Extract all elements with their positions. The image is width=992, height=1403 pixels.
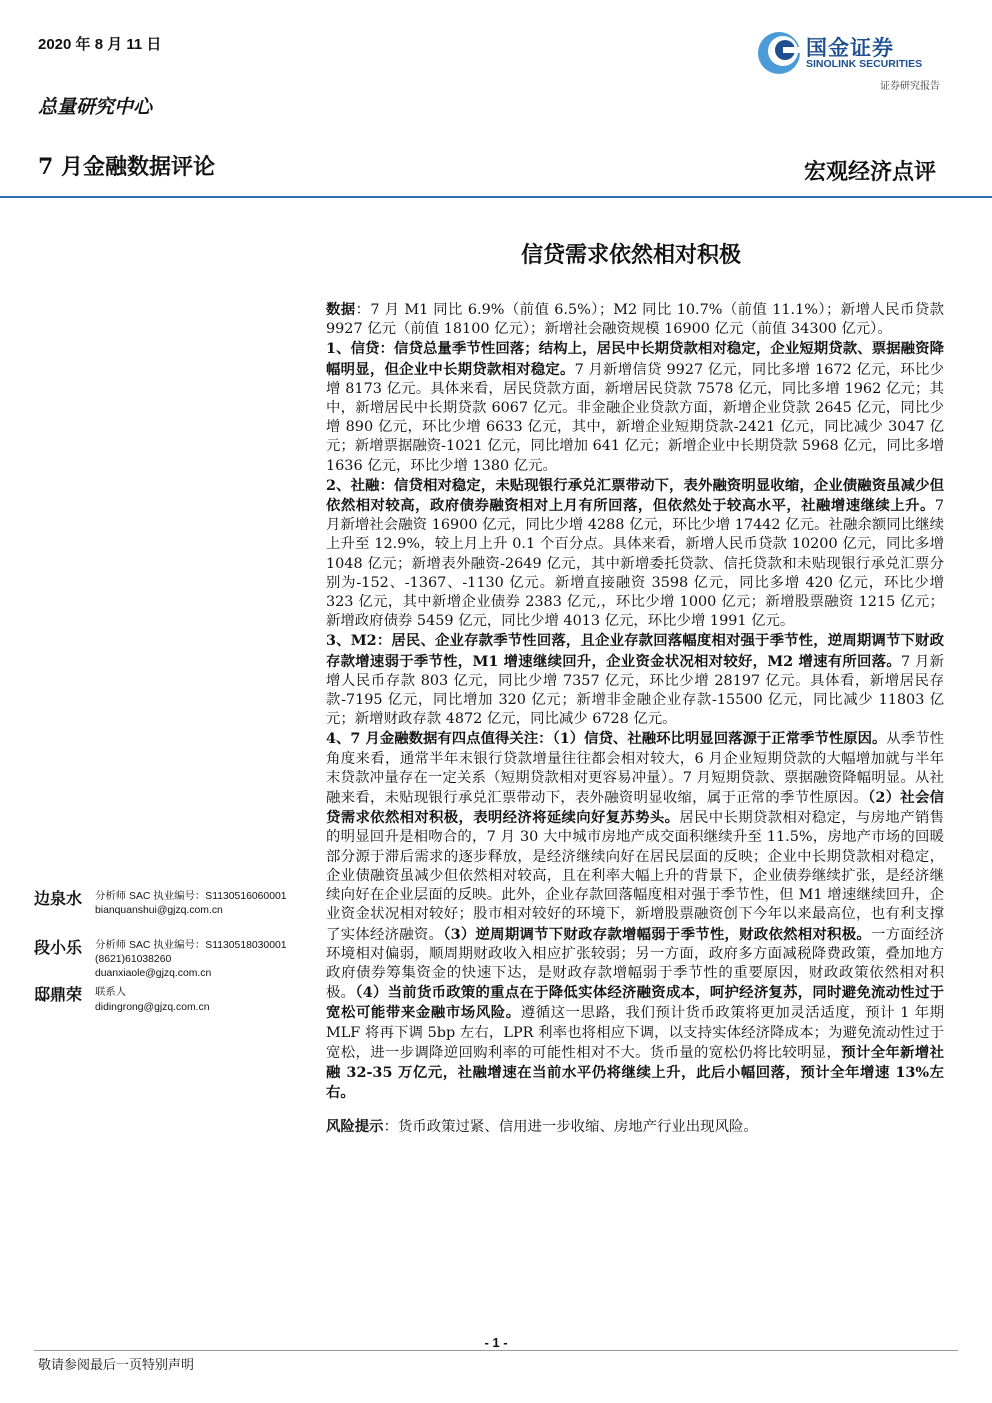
- bold-text-run: 风险提示: [326, 1118, 384, 1136]
- analyst-name: 边泉水: [34, 889, 83, 908]
- text-run: 从季节性角度来看，通常半年末银行贷款增量往往都会相对较大，6 月企业短期贷款的大幅增加就与半年末贷款冲量存在一定关系（短期贷款相对更容易冲量）。7 月短期贷款、票据融资降幅明显。从社融来看，未贴现银行承兑汇票带动下，表外融资明显收缩，属于正常的季节性原因。: [326, 731, 944, 807]
- bold-text-run: 数据: [326, 301, 356, 318]
- body-paragraph: [326, 339, 944, 475]
- text-run: 一方面经济环境相对偏弱，顺周期财政收入相应扩张较弱；另一方面，政府多方面减税降费政策，叠加地方政府债券筹集资金的快速下达，是财政存款增幅弱于季节性的重要原因，财政政策依然相对积极。: [326, 926, 944, 1002]
- analyst-role: 分析师 SAC 执业编号：S1130518030001: [95, 940, 287, 951]
- bold-text-run: 预计全年新增社融 32-35 万亿元，社融增速在当前水平仍将继续上升，此后小幅回落，预计全年增速 13%左右。: [326, 1043, 944, 1102]
- analyst-email: bianquanshui@gjzq.com.cn: [95, 905, 223, 916]
- bold-text-run: （4）当前货币政策的重点在于降低实体经济融资成本，呵护经济复苏，同时避免流动性过于宽松可能带来金融市场风险。: [326, 984, 944, 1022]
- bold-text-run: 3、M2：居民、企业存款季节性回落，且企业存款回落幅度相对强于季节性，逆周期调节下财政存款增速弱于季节性，M1 增速继续回升，企业资金状况相对较好，M2 增速有所回落。: [326, 632, 944, 670]
- analyst-2: [34, 935, 304, 985]
- company-logo: [756, 28, 946, 92]
- header-divider: [0, 196, 992, 198]
- body-paragraph: [326, 300, 944, 339]
- bold-text-run: （2）社会信贷需求依然相对积极，表明经济将延续向好复苏势头。: [326, 789, 944, 827]
- bold-text-run: 4、7 月金融数据有四点值得关注：（1）信贷、社融环比明显回落源于正常季节性原因。: [326, 730, 887, 748]
- page-number: - 1 -: [484, 1335, 508, 1350]
- analyst-name: 段小乐: [34, 938, 83, 957]
- report-body: [326, 300, 944, 1138]
- text-run: ：7 月 M1 同比 6.9%（前值 6.5%）；M2 同比 10.7%（前值 11.1%）；新增人民币贷款 9927 亿元（前值 18100 亿元）；新增社会融资规模 16900 亿元（前值 34300 亿元）。: [326, 302, 944, 338]
- bold-text-run: 1、信贷：信贷总量季节性回落；结构上，居民中长期贷款相对稳定，企业短期贷款、票据融资降幅明显，但企业中长期贷款相对稳定。: [326, 340, 944, 378]
- bold-text-run: （3）逆周期调节下财政存款增幅弱于季节性，财政依然相对积极。: [443, 925, 871, 943]
- sinolink-logo-icon: [756, 30, 802, 76]
- text-run: 7 月新增人民币存款 803 亿元，同比少增 7357 亿元，环比少增 28197 亿元。具体看，新增居民存款-7195 亿元，同比增加 320 亿元；新增非金融企业存款-15500 亿元，同比减少 11803 亿元；新增财政存款 4872 亿元，同比减少 6728 亿元。: [326, 653, 944, 728]
- analyst-name: 邸鼎荣: [34, 985, 83, 1004]
- body-paragraph: [326, 631, 944, 729]
- text-run: 7 月新增社会融资 16900 亿元，同比少增 4288 亿元，环比少增 17442 亿元。社融余额同比继续上升至 12.9%，较上月上升 0.1 个百分点。具体来看，新增人民币贷款 10200 亿元，同比多增 1048 亿元；新增表外融资-2649 亿元，其中新增委托贷款、信托贷款和未贴现银行承兑汇票分别为-152、-1367、-1130 亿元。新增直接融资 3598 亿元，同比多增 420 亿元，环比少增 323 亿元，其中新增企业债券 2383 亿元,，环比少增 1000 亿元；新增股票融资 1215 亿元；新增政府债券 5459 亿元，同比少增 4013 亿元，环比少增 1991 亿元。: [326, 498, 944, 630]
- report-type: 宏观经济点评: [803, 159, 936, 185]
- body-paragraph: [326, 1117, 944, 1137]
- logo-chinese-name: 国金证券: [806, 36, 894, 60]
- footer-divider: [34, 1350, 958, 1351]
- body-paragraph: [326, 476, 944, 632]
- analyst-email: duanxiaole@gjzq.com.cn: [95, 968, 212, 979]
- analyst-email: didingrong@gjzq.com.cn: [95, 1002, 210, 1013]
- analyst-3: [34, 982, 304, 1022]
- text-run: 居民中长期贷款相对稳定，与房地产销售的明显回升是相吻合的，7 月 30 大中城市房地产成交面积继续升至 11.5%，房地产市场的回暖部分源于滞后需求的逐步释放，是经济继续向好在居民层面的反映；企业中长期贷款相对稳定，企业债融资虽减少但依然相对较高，且在利率大幅上升的背景下，企业债券继续扩张，是经济继续向好在企业层面的反映。此外，企业存款回落幅度相对强于季节性，但 M1 增速继续回升，企业资金状况相对较好；股市相对较好的环境下，新增股票融资创下今年以来最高位，也有利支撑了实体经济融资。: [326, 810, 944, 943]
- analyst-role: 分析师 SAC 执业编号：S1130516060001: [95, 891, 287, 902]
- analyst-phone: (8621)61038260: [95, 954, 172, 965]
- report-title: 7 月金融数据评论: [38, 154, 215, 180]
- body-paragraph: [326, 729, 944, 1103]
- research-center-name: 总量研究中心: [38, 96, 153, 118]
- analyst-1: [34, 886, 304, 936]
- text-run: 遵循这一思路，我们预计货币政策将更加灵活适度，预计 1 年期 MLF 将再下调 5bp 左右，LPR 利率也将相应下调，以支持实体经济降成本；为避免流动性过于宽松，进一步调降逆回购利率的可能性相对不大。货币量的宽松仍将比较明显，: [326, 1005, 944, 1061]
- analyst-role: 联系人: [95, 987, 127, 998]
- disclaimer-note: 敬请参阅最后一页特别声明: [38, 1358, 195, 1373]
- text-run: ：货币政策过紧、信用进一步收缩、房地产行业出现风险。: [383, 1119, 758, 1136]
- logo-english-name: SINOLINK SECURITIES: [806, 58, 923, 70]
- headline: 信贷需求依然相对积极: [520, 242, 741, 268]
- text-run: 7 月新增信贷 9927 亿元，同比多增 1672 亿元，环比少增 8173 亿元。具体来看，居民贷款方面，新增居民贷款 7578 亿元，同比多增 1962 亿元；其中，新增居民中长期贷款 6067 亿元。非金融企业贷款方面，新增企业贷款 2645 亿元，同比少增 890 亿元，环比少增 6633 亿元，其中，新增企业短期贷款-2421 亿元，同比减少 3047 亿元；新增票据融资-1021 亿元，同比增加 641 亿元；新增企业中长期贷款 5968 亿元，同比多增 1636 亿元，环比少增 1380 亿元。: [326, 361, 944, 474]
- logo-subtitle: 证券研究报告: [880, 81, 940, 92]
- bold-text-run: 2、社融：信贷相对稳定，未贴现银行承兑汇票带动下，表外融资明显收缩，企业债融资虽减少但依然相对较高，政府债券融资相对上月有所回落，但依然处于较高水平，社融增速继续上升。: [326, 476, 944, 515]
- report-date: 2020 年 8 月 11 日: [38, 36, 162, 53]
